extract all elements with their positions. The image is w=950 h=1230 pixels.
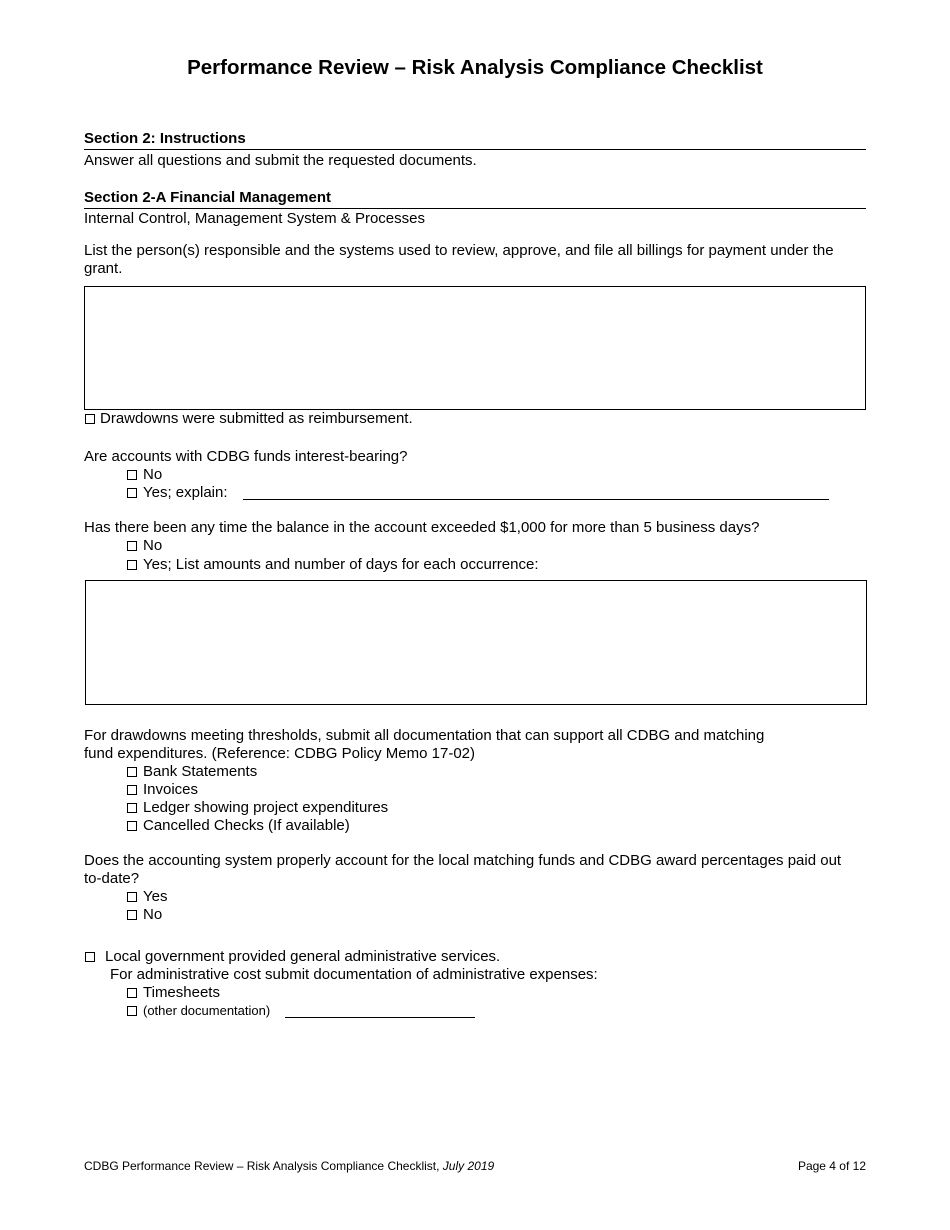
admin-timesheets-checkbox[interactable] [127,988,137,998]
footer-document-title [84,1158,494,1174]
balance-exceeded-no-label: No [143,537,163,554]
question-billing-persons-line2: grant. [84,260,123,277]
doc-cancelled-checks-checkbox[interactable] [127,821,137,831]
admin-services-option[interactable] [85,948,500,966]
balance-exceeded-yes-checkbox[interactable] [127,560,137,570]
question-balance-exceeded: Has there been any time the balance in the account exceeded $1,000 for more than 5 business days? [84,519,760,536]
doc-ledger-checkbox[interactable] [127,803,137,813]
question-drawdown-documentation-line2: fund expenditures. (Reference: CDBG Policy Memo 17-02) [84,745,476,762]
doc-invoices-option[interactable] [127,781,198,799]
interest-bearing-yes-label: Yes; explain: [143,484,228,501]
interest-bearing-no-checkbox[interactable] [127,470,137,480]
question-accounting-system-line2: to-date? [84,870,140,887]
interest-bearing-no-label: No [143,466,163,483]
admin-services-checkbox[interactable] [85,952,95,962]
document-title: Performance Review – Risk Analysis Compliance Checklist [187,56,763,79]
balance-exceeded-yes-label: Yes; List amounts and number of days for each occurrence: [143,556,539,573]
accounting-system-no-option[interactable] [127,906,162,924]
interest-bearing-yes-checkbox[interactable] [127,488,137,498]
accounting-system-yes-checkbox[interactable] [127,892,137,902]
drawdowns-reimbursement-checkbox[interactable] [85,414,95,424]
drawdowns-reimbursement-label: Drawdowns were submitted as reimbursement. [100,410,413,427]
admin-other-documentation-option[interactable] [127,1002,270,1020]
balance-occurrences-textarea[interactable] [85,580,867,705]
doc-cancelled-checks-label: Cancelled Checks (If available) [143,817,350,834]
admin-cost-instructions: For administrative cost submit documentation of administrative expenses: [110,966,598,983]
section-2-heading: Section 2: Instructions [84,129,866,150]
doc-invoices-checkbox[interactable] [127,785,137,795]
admin-other-documentation-field[interactable] [285,1003,475,1018]
section-2-instructions: Answer all questions and submit the requested documents. [84,152,477,169]
footer-title-text: CDBG Performance Review – Risk Analysis Compliance Checklist, [84,1159,440,1173]
doc-ledger-option[interactable] [127,799,388,817]
footer-date: July 2019 [442,1159,495,1173]
accounting-system-no-label: No [143,906,163,923]
doc-invoices-label: Invoices [143,781,199,798]
accounting-system-yes-label: Yes [143,888,168,905]
accounting-system-no-checkbox[interactable] [127,910,137,920]
question-drawdown-documentation-line1: For drawdowns meeting thresholds, submit all documentation that can support all CDBG and matching [84,727,765,744]
billing-persons-textarea[interactable] [84,286,866,410]
admin-other-documentation-label: (other documentation) [143,1003,271,1018]
interest-bearing-no-option[interactable] [127,466,162,484]
admin-timesheets-label: Timesheets [143,984,220,1001]
accounting-system-yes-option[interactable] [127,888,167,906]
balance-exceeded-no-option[interactable] [127,537,162,555]
admin-timesheets-option[interactable] [127,984,220,1002]
doc-cancelled-checks-option[interactable] [127,817,350,835]
footer-page-number: Page 4 of 12 [797,1159,866,1173]
interest-bearing-explain-field[interactable] [243,485,829,500]
drawdowns-reimbursement-option[interactable] [85,410,413,428]
section-2a-heading: Section 2-A Financial Management [84,188,866,209]
interest-bearing-yes-option[interactable] [127,484,228,502]
question-interest-bearing: Are accounts with CDBG funds interest-bearing? [84,448,408,465]
admin-other-documentation-checkbox[interactable] [127,1006,137,1016]
doc-ledger-label: Ledger showing project expenditures [143,799,389,816]
section-2a-subheading: Internal Control, Management System & Processes [84,210,425,227]
admin-services-label: Local government provided general administrative services. [105,948,501,965]
question-billing-persons-line1: List the person(s) responsible and the systems used to review, approve, and file all billings for payment under the [84,242,834,259]
question-accounting-system-line1: Does the accounting system properly account for the local matching funds and CDBG award percentages paid out [84,852,842,869]
balance-exceeded-no-checkbox[interactable] [127,541,137,551]
doc-bank-statements-option[interactable] [127,763,257,781]
doc-bank-statements-label: Bank Statements [143,763,258,780]
balance-exceeded-yes-option[interactable] [127,556,539,574]
doc-bank-statements-checkbox[interactable] [127,767,137,777]
